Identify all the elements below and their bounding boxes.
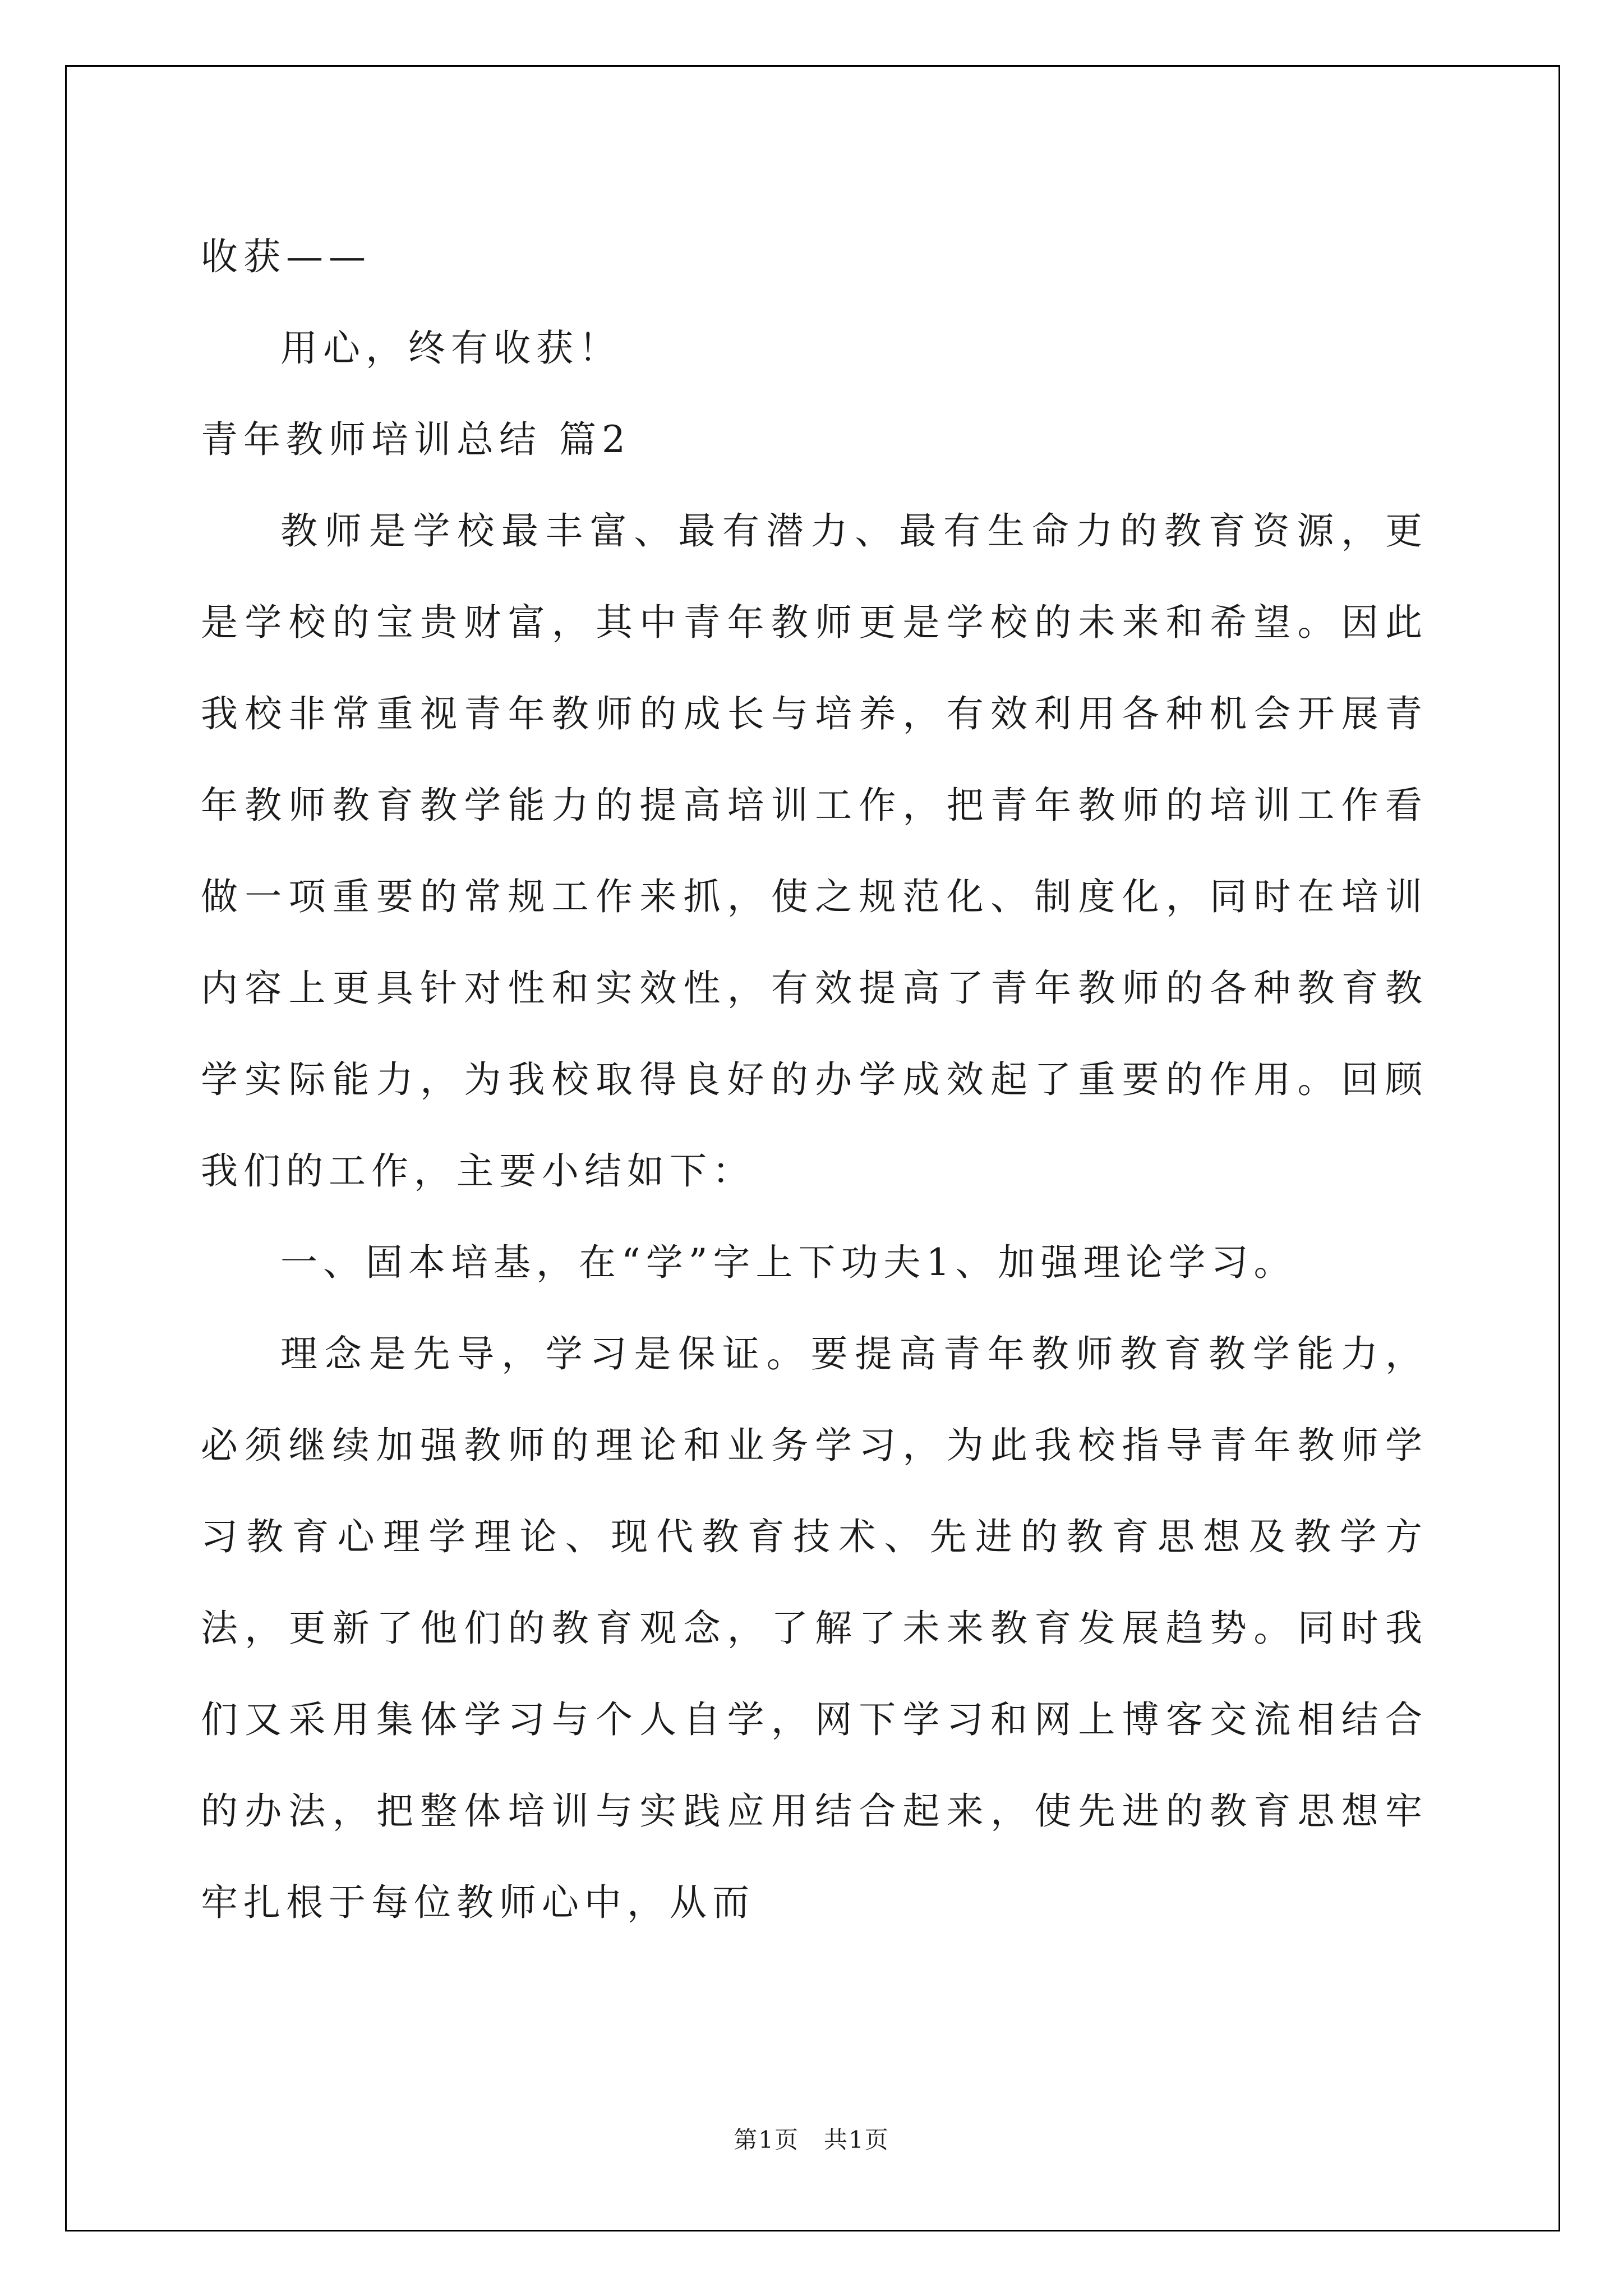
section-title: 青年教师培训总结 篇2 — [201, 418, 631, 461]
document-body — [201, 211, 1428, 1948]
paragraph-intro: 教师是学校最丰富、最有潜力、最有生命力的教育资源，更是学校的宝贵财富，其中青年教师更是学校的未来和希望。因此我校非常重视青年教师的成长与培养，有效利用各种机会开展青年教师教育教学能力的提高培训工作，把青年教师的培训工作看做一项重要的常规工作来抓，使之规范化、制度化，同时在培训内容上更具针对性和实效性，有效提高了青年教师的各种教育教学实际能力，为我校取得良好的办学成效起了重要的作用。回顾我们的工作，主要小结如下： — [201, 509, 1428, 1193]
text-line-harvest: 收获—— — [201, 235, 371, 278]
page-footer: 第1页 共1页 — [734, 2126, 889, 2154]
paragraph-heading-one: 一、固本培基，在“学”字上下功夫1、加强理论学习。 — [280, 1241, 1297, 1284]
text-line-closing: 用心，终有收获！ — [280, 326, 621, 370]
paragraph-theory: 理念是先导，学习是保证。要提高青年教师教育教学能力，必须继续加强教师的理论和业务学习，为此我校指导青年教师学习教育心理学理论、现代教育技术、先进的教育思想及教学方法，更新了他们的教育观念，了解了未来教育发展趋势。同时我们又采用集体学习与个人自学，网下学习和网上博客交流相结合的办法，把整体培训与实践应用结合起来，使先进的教育思想牢牢扎根于每位教师心中，从而 — [201, 1332, 1428, 1924]
